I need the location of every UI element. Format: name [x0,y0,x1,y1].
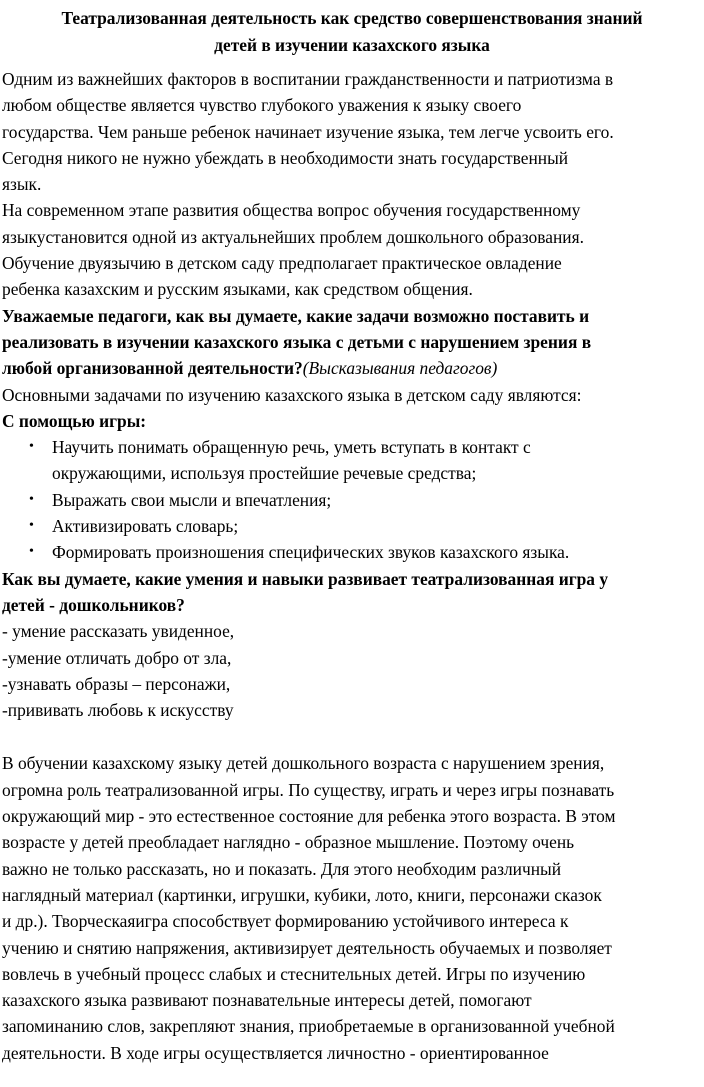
text-line: деятельности. В ходе игры осуществляется личностно - ориентированное [2,1042,549,1063]
skills-list [0,618,704,723]
title-line-1: Театрализованная деятельность как средство совершенствования знаний [61,8,643,28]
text-line: возрасте у детей преобладает наглядно - образное мышление. Поэтому очень [2,832,575,853]
text-line: окружающими, используя простейшие речевые средства; [52,463,477,484]
text-line: любом обществе является чувство глубокого уважения к языку своего [2,95,522,116]
text-line: язык. [2,174,42,195]
text-line: Сегодня никого не нужно убеждать в необходимости знать государственный [2,147,569,168]
text-line: Уважаемые педагоги, как вы думаете, какие задачи возможно поставить и [2,305,590,326]
text-line: -прививать любовь к искусству [2,700,234,721]
text-line: В обучении казахскому языку детей дошкольного возраста с нарушением зрения, [2,753,605,774]
tasks-intro: Основными задачами по изучению казахского языка в детском саду являются: [2,384,582,405]
bullet-icon: • [29,439,34,455]
blank-line [0,723,704,750]
text-line: Одним из важнейших факторов в воспитании гражданственности и патриотизма в [2,69,614,89]
text-line: ребенка казахским и русским языками, как средством общения. [2,279,473,300]
intro-paragraph [0,66,704,197]
final-paragraph [0,750,704,1066]
document-title [0,0,704,58]
text-line: запоминанию слов, закрепляют знания, приобретаемые в организованной учебной [2,1016,615,1037]
text-line: реализовать в изучении казахского языка с детьми с нарушением зрения в [2,331,592,352]
text-line: Активизировать словарь; [52,516,239,537]
text-line: государства. Чем раньше ребенок начинает изучение языка, тем легче усвоить его. [2,121,614,142]
text-line: -умение отличать добро от зла, [2,647,232,668]
text-line: и др.). Творческаяигра способствует формированию устойчивого интереса к [2,911,569,932]
text-line: наглядный материал (картинки, игрушки, кубики, лото, книги, персонажи сказок [2,884,602,905]
text-line: -узнавать образы – персонажи, [2,673,231,694]
question-2 [0,566,704,619]
game-heading: С помощью игры: [2,410,147,431]
text-line: важно не только рассказать, но и показать. Для этого необходим различный [2,858,562,879]
tasks-list [0,434,704,565]
modern-paragraph [0,197,704,302]
text-line: языкустановится одной из актуальнейших проблем дошкольного образования. [2,226,584,247]
text-line: Как вы думаете, какие умения и навыки развивает театрализованная игра у [2,568,609,589]
text-line: Обучение двуязычию в детском саду предполагает практическое овладение [2,253,562,274]
text-line: любой организованной деятельности? [2,358,303,379]
text-line: учению и снятию напряжения, активизирует деятельность обучаемых и позволяет [2,937,612,958]
text-line: казахского языка развивают познавательные интересы детей, помогают [2,990,532,1011]
text-line: На современном этапе развития общества вопрос обучения государственному [2,200,581,221]
list-item [0,513,704,539]
list-item [0,539,704,565]
text-line: Формировать произношения специфических звуков казахского языка. [52,542,570,563]
text-line: Выражать свои мысли и впечатления; [52,489,332,510]
bullet-icon: • [29,544,34,560]
title-line-2: детей в изучении казахского языка [214,34,490,55]
text-line: Научить понимать обращенную речь, уметь вступать в контакт с [52,437,531,458]
text-line: вовлечь в учебный процесс слабых и стеснительных детей. Игры по изучению [2,963,586,984]
list-item [0,487,704,513]
question-1 [0,303,704,382]
bullet-icon: • [29,518,34,534]
text-line: окружающий мир - это естественное состояние для ребенка этого возраста. В этом [2,806,616,827]
text-line: детей - дошкольников? [2,594,185,615]
text-line: огромна роль театрализованной игры. По существу, играть и через игры познавать [2,779,615,800]
teachers-note: (Высказывания педагогов) [302,358,498,379]
text-line: - умение рассказать увиденное, [2,621,235,642]
list-item [0,434,704,487]
bullet-icon: • [29,491,34,507]
